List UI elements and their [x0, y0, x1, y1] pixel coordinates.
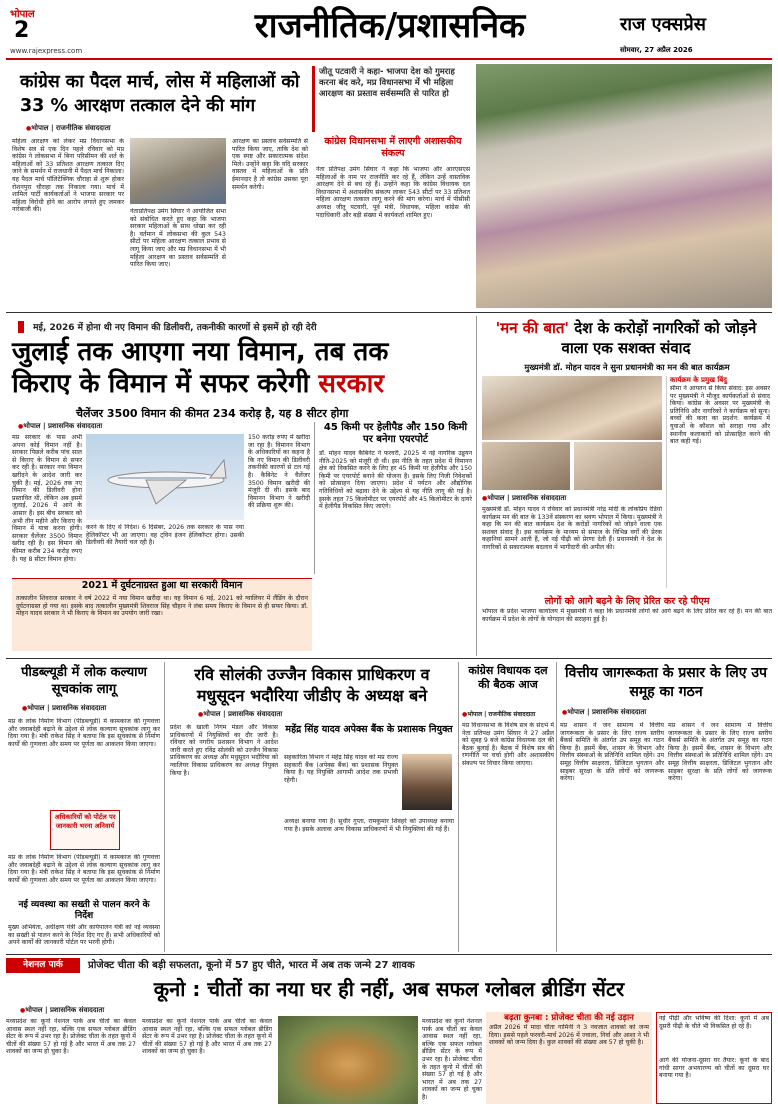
article-body: मप्र के लोक निर्माण विभाग (पीडब्ल्यूडी) में कामकाज की गुणवत्ता और जवाबदेही बढ़ाने के उद्देश्य से लोक कल्याण सूचकांक लागू कर दिया गया है। मंत्री राकेश सिंह ने बताया कि इस सूचकांक से निर्माण कार्यों की गुणवत्ता और समय पर पूर्णता का आकलन किया जाएगा। [8, 718, 160, 748]
website-link[interactable]: www.rajexpress.com [10, 47, 83, 55]
divider [6, 954, 772, 955]
headline-part: किराए के विमान में सफर करेगी [12, 369, 310, 399]
byline: ● भोपाल | प्रशासनिक संवाददाता [198, 710, 282, 719]
story-financial-awareness [560, 662, 772, 952]
side-note: नई पीढ़ी और भविष्य की दिशा: कूनो में अब दूसरी पीढ़ी के चीते भी विकसित हो रहे हैं। [659, 1015, 769, 1030]
story-kuno [6, 956, 772, 1106]
headline-highlight: सरकार [318, 369, 384, 399]
article-body: नेताप्रतिपक्ष उमंग सिंघार ने आयोजित सभा को संबोधित करते हुए कहा कि भाजपा सरकार महिलाओं के साथ धोखा कर रही है। वर्तमान में लोकसभा की कुल 543 सीटों पर महिला आरक्षण तत्काल प्रभाव से लागू किया जाए और मप्र विधानसभा में भी महिला आरक्षण का प्रस्ताव सर्वसम्मति से पारित किया जाए। [130, 208, 226, 269]
byline: ● भोपाल | प्रशासनिक संवाददाता [22, 704, 106, 713]
city-label: भोपाल [10, 9, 35, 20]
box-headline: 45 किमी पर हेलीपैड और 150 किमी पर बनेगा एयरपोर्ट [323, 422, 468, 445]
cheetah-photo [278, 1016, 418, 1104]
article-body: महिला आरक्षण को लेकर मप्र विधानसभा के विशेष सत्र से एक दिन पहले रविवार को मप्र कांग्रेस ने लोकसभा में बिना परिसीमन की शर्त के महिलाओं को 33 प्रतिशत आरक्षण तत्काल दिए जाने के समर्थन में राजधानी में पैदल मार्च निकाला। यह पैदल मार्च पॉलिटेक्निक चौराहा से शुरू होकर रोशनपुरा चौराहा तक निकाला गया। मार्च में शामिल पार्टी कार्यकर्ताओं ने भाजपा सरकार पर महिला विरोधी होने का आरोप लगाते हुए जमकर नारेबाजी की। [12, 138, 124, 214]
headline-highlight: 'मन की बात' [495, 319, 569, 337]
page-number: 2 [14, 18, 30, 43]
article-body: मध्यप्रदेश का कूनो नेशनल पार्क अब चीतों का केवल आवास स्थल नहीं रहा, बल्कि एक सफल ग्लोबल ब्रीडिंग सेंटर के रूप में उभर रहा है। प्रोजेक्ट चीता के तहत कूनो में चीतों की संख्या 57 हो गई है और भारत में अब तक 27 शावकों का जन्म हो चुका है। [142, 1018, 272, 1056]
kicker-marker [18, 321, 24, 333]
masthead [0, 0, 778, 60]
article-body: 150 करोड़ रुपए में खरीदा जा रहा है। विमानन विभाग के अधिकारियों का कहना है कि नए विमान की डिलीवरी तकनीकी कारणों से टल गई है। कैबिनेट ने चैलेंजर 3500 विमान खरीदी की मंजूरी दी थी। इसके बाद विमानन विभाग ने खरीदी की प्रक्रिया शुरू की। [248, 434, 310, 510]
divider [164, 662, 165, 952]
event-photo [482, 376, 662, 440]
byline: ● भोपाल | प्रशासनिक संवाददाता [562, 708, 646, 717]
kicker [6, 316, 474, 332]
article-body: भोपाल के प्रदेश भाजपा कार्यालय में मुख्यमंत्री ने कहा कि प्रधानमंत्री लोगों को आगे बढ़ने के लिए प्रेरित कर रहे हैं। मन की बात कार्यक्रम में प्रदेश के लोगों के योगदान की सराहना हुई है। [482, 608, 772, 623]
highlight-box [314, 422, 472, 574]
story-congress-meeting [462, 662, 554, 952]
aircraft-illustration [86, 434, 244, 520]
divider [476, 316, 477, 656]
rally-photo [476, 64, 772, 308]
box-headline: बढ़ता कुनबा : प्रोजेक्ट चीता की नई उड़ान [504, 1013, 634, 1023]
article-body: मप्र शासन ने जन सामान्य में वित्तीय जागरूकता के प्रसार के लिए राज्य स्तरीय बैंकर्स समिति के अंतर्गत उप समूह का गठन किया है। इसमें बैंक, शासन के विभाग और वित्तीय संस्थाओं के प्रतिनिधि शामिल रहेंगे। उप समूह वित्तीय साक्षरता, डिजिटल भुगतान और साइबर सुरक्षा के प्रति लोगों को जागरूक करेगा। [668, 722, 772, 783]
headline: कांग्रेस का पैदल मार्च, लोस में महिलाओं को 33 % आरक्षण तत्काल देने की मांग [20, 72, 300, 116]
quote-box [312, 66, 472, 132]
article-body: नेता प्रतिपक्ष उमंग सिंघार ने कहा कि भाजपा और आरएसएस महिलाओं के नाम पर राजनीति कर रहे हैं, लेकिन उन्हें वास्तविक आरक्षण देने से बच रहे हैं। उन्होंने कहा कि कांग्रेस विधायक दल विधानसभा में अशासकीय संकल्प लाकर 543 सीटों पर 33 प्रतिशत महिला आरक्षण तत्काल लागू करने की मांग करेगा। मार्च में पीसीसी अध्यक्ष जीतू पटवारी, पूर्व मंत्री, विधायक, महिला कांग्रेस की पदाधिकारी और बड़ी संख्या में कार्यकर्ता शामिल हुए। [316, 166, 470, 219]
side-body: सीमा ने आयतन से किया संवाद: इस अवसर पर मुख्यमंत्री ने मौजूद कार्यकर्ताओं से संवाद किया। कांग्रेस के अवसर पर मुख्यमंत्री के प्रतिनिधि और नागरिकों ने कार्यक्रम को सुना। बच्चों की कला का प्रदर्शन: कार्यक्रम में युवाओं के कौशल को सराहा गया और स्थानीय कलाकारों को प्रोत्साहित करने की बात कही गई। [670, 385, 770, 446]
section-title: राजनीतिक/प्रशासनिक [254, 6, 526, 46]
issue-date: सोमवार, 27 अप्रैल 2026 [620, 46, 693, 54]
kicker: प्रोजेक्ट चीता की बड़ी सफलता, कूनो में 57 हुए चीते, भारत में अब तक जन्मे 27 शावक [88, 960, 415, 971]
story-appointments [168, 662, 456, 952]
article-body: मध्यप्रदेश का कूनो नेशनल पार्क अब चीतों का केवल आवास स्थल नहीं रहा, बल्कि एक सफल ग्लोबल ब्रीडिंग सेंटर के रूप में उभर रहा है। प्रोजेक्ट चीता के तहत कूनो में चीतों की संख्या 57 हो गई है और भारत में अब तक 27 शावकों का जन्म हो चुका है। [422, 1018, 482, 1101]
article-body: मप्र के लोक निर्माण विभाग (पीडब्ल्यूडी) में कामकाज की गुणवत्ता और जवाबदेही बढ़ाने के उद्देश्य से लोक कल्याण सूचकांक लागू कर दिया गया है। मंत्री राकेश सिंह ने बताया कि इस सूचकांक से निर्माण कार्यों की गुणवत्ता और समय पर पूर्णता का आकलन किया जाएगा। [8, 854, 160, 884]
article-body: प्रदेश के खाली निगम मंडल और विकास प्राधिकरणों में नियुक्तियों का दौर जारी है। रविवार को नगरीय प्रशासन विभाग ने आदेश जारी करते हुए रविंद्र सोलंकी को उज्जैन विकास प्राधिकरण का अध्यक्ष और मधुसूदन भदौरिया को ग्वालियर विकास प्राधिकरण का अध्यक्ष नियुक्त किया है। [170, 724, 278, 777]
subheadline: चैलेंजर 3500 विमान की कीमत 234 करोड़ है, यह 8 सीटर होगा [76, 407, 349, 420]
brand-logo: राज एक्सप्रेस [620, 14, 706, 35]
byline: ● भोपाल | प्रशासनिक संवाददाता [20, 1006, 104, 1015]
story-mann-ki-baat [480, 314, 772, 656]
side-notes [656, 1012, 772, 1104]
headline: वित्तीय जागरूकता के प्रसार के लिए उप समूह का गठन [565, 665, 767, 700]
byline: ● भोपाल | प्रशासनिक संवाददाता [482, 494, 566, 503]
divider [6, 312, 772, 313]
box-body: तत्कालीन शिवराज सरकार ने वर्ष 2022 में नया विमान खरीदा था। यह विमान 6 मई, 2021 को ग्वालियर में लैंडिंग के दौरान दुर्घटनाग्रस्त हो गया था। इसके बाद तत्कालीन मुख्यमंत्री शिवराज सिंह चौहान ने लंबा समय किराए के विमान से ही सफर किया। डॉ. मोहन यादव सरकार ने भी किराए के विमान का उपयोग जारी रखा। [12, 593, 312, 651]
sub-heading: महेंद्र सिंह यादव अपेक्स बैंक के प्रशासक नियुक्त [285, 724, 453, 735]
subheadline: मुख्यमंत्री डॉ. मोहन यादव ने सुना प्रधानमंत्री का मन की बात कार्यक्रम [524, 362, 730, 372]
section-tag: नेशनल पार्क [6, 958, 80, 973]
divider [556, 662, 557, 952]
kicker-text: मई, 2026 में होना थी नए विमान की डिलीवरी, तकनीकी कारणों से इसमें हो रही देरी [33, 323, 317, 333]
side-panel [666, 376, 770, 588]
headline-part: देश के करोड़ों नागरिकों को जोड़ने वाला एक सशक्त संवाद [561, 319, 757, 357]
headline [480, 318, 772, 358]
article-body: मुख्यमंत्री डॉ. मोहन यादव ने रविवार को प्रधानमंत्री नरेंद्र मोदी के लोकप्रिय रेडियो कार्यक्रम मन की बात के 133वें संस्करण का श्रवण भोपाल में किया। मुख्यमंत्री ने कहा कि मन की बात कार्यक्रम देश के करोड़ों नागरिकों को जोड़ने वाला एक सशक्त संवाद है। इस कार्यक्रम के माध्यम से समाज के विभिन्न वर्गों की प्रेरक कहानियां सामने आती हैं, जो नई पीढ़ी को प्रेरणा देती हैं। प्रधानमंत्री ने देश के नागरिकों से सकारात्मक बदलाव में भागीदारी की अपील की। [482, 506, 662, 551]
headline: रवि सोलंकी उज्जैन विकास प्राधिकरण व मधुसूदन भदौरिया जीडीए के अध्यक्ष बने [194, 665, 430, 705]
article-body: आरक्षण का प्रस्ताव सर्वसम्मति से पारित किया जाए, ताकि देश को एक स्पष्ट और सकारात्मक संदेश मिले। उन्होंने कहा कि यदि सरकार वास्तव में महिलाओं के प्रति ईमानदार है तो कांग्रेस उसका पूरा समर्थन करेगी। [232, 138, 308, 191]
info-box: अधिकारियों को पोर्टल पर जानकारी भरना अनिवार्य [50, 810, 120, 850]
sub-heading: कांग्रेस विधानसभा में लाएगी अशासकीय संकल्प [324, 136, 462, 159]
march-photo [130, 138, 226, 204]
divider [6, 658, 772, 659]
headline: जुलाई तक आएगा नया विमान, तब तक [12, 337, 389, 367]
article-body: अध्यक्ष बनाया गया है। सुधीर गुप्ता, रामकुमार शिवहरे को उपाध्यक्ष बनाया गया है। इसके अलावा अन्य विकास प्राधिकरणों में भी नियुक्तियां की गई हैं। [284, 818, 454, 833]
article-body: मप्र सरकार के पास अभी अपना कोई विमान नहीं है। सरकार पिछले करीब पांच साल से किराए के विमान से सफर कर रही है। सरकार नया विमान खरीदने के आदेश जारी कर चुकी है। मई, 2026 तक नए विमान की डिलीवरी होना प्रस्तावित थी, लेकिन अब इसमें जुलाई, 2026 में आने के आसार हैं। इस बीच सरकार को अभी तीन महीने और किराए के विमान में यात्रा करना होगी। सरकार चैलेंजर 3500 विमान खरीद रही है। इस विमान की कीमत करीब 234 करोड़ रुपए है। यह 8 सीटर विमान होगा। [12, 434, 82, 563]
article-body: मप्र शासन ने जन सामान्य में वित्तीय जागरूकता के प्रसार के लिए राज्य स्तरीय बैंकर्स समिति के अंतर्गत उप समूह का गठन किया है। इसमें बैंक, शासन के विभाग और वित्तीय संस्थाओं के प्रतिनिधि शामिल रहेंगे। उप समूह वित्तीय साक्षरता, डिजिटल भुगतान और साइबर सुरक्षा के प्रति लोगों को जागरूक करेगा। [560, 722, 664, 783]
byline: ● भोपाल | राजनीतिक संवाददाता [462, 710, 535, 718]
sub-heading: नई व्यवस्था का सख्ती से पालन करने के निर्देश [18, 900, 150, 921]
box-body: डॉ. मोहन यादव कैबिनेट ने फरवरी, 2025 में नई नागरिक उड्डयन नीति-2025 को मंजूरी दी थी। इस नीति के तहत प्रदेश में विमानन क्षेत्र को विकसित करने के लिए हर 45 किमी पर हेलीपैड और 150 किमी पर एयरपोर्ट बनाने की योजना है। इसके लिए निजी निवेशकों को प्रोत्साहन दिया जाएगा। प्रदेश में पर्यटन और औद्योगिक गतिविधियों को बढ़ावा देने के उद्देश्य से यह नीति लागू की गई है। इसके तहत 75 किलोमीटर पर एयरपोर्ट और 45 किलोमीटर के दायरे में हेलीपैड विकसित किए जाएंगे। [319, 450, 472, 511]
headline: कूनो : चीतों का नया घर ही नहीं, अब सफल ग्लोबल ब्रीडिंग सेंटर [153, 977, 625, 1001]
quote-text: जीतू पटवारी ने कहा- भाजपा देश को गुमराह करना बंद करे, मप्र विधानसभा में भी महिला आरक्षण का प्रस्ताव सर्वसम्मति से पारित हो [319, 66, 455, 98]
accident-box [12, 578, 312, 652]
article-body: मप्र विधानसभा के विशेष सत्र के संदर्भ में नेता प्रतिपक्ष उमंग सिंघार ने 27 अप्रैल को सुबह 9 बजे कांग्रेस विधायक दल की बैठक बुलाई है। बैठक में विशेष सत्र की रणनीति पर चर्चा होगी और अशासकीय संकल्प पर विचार किया जाएगा। [462, 722, 554, 767]
divider [458, 662, 459, 952]
headline [12, 368, 472, 400]
header-rule [6, 58, 772, 60]
headline: पीडब्ल्यूडी में लोक कल्याण सूचकांक लागू [21, 665, 147, 697]
cheetah-box [486, 1012, 652, 1104]
box-headline: 2021 में दुर्घटनाग्रस्त हुआ था सरकारी विमान [12, 578, 312, 593]
byline: ● भोपाल | प्रशासनिक संवाददाता [18, 422, 102, 431]
audience-photo [482, 442, 570, 490]
article-body: मध्यप्रदेश का कूनो नेशनल पार्क अब चीतों का केवल आवास स्थल नहीं रहा, बल्कि एक सफल ग्लोबल ब्रीडिंग सेंटर के रूप में उभर रहा है। प्रोजेक्ट चीता के तहत कूनो में चीतों की संख्या 57 हो गई है और भारत में अब तक 27 शावकों का जन्म हो चुका है। [6, 1018, 136, 1056]
story-congress-march [6, 64, 772, 310]
article-body: सहकारिता विभाग ने महेंद्र सिंह यादव को मप्र राज्य सहकारी बैंक (अपेक्स बैंक) का प्रशासक नियुक्त किया है। यह नियुक्ति आगामी आदेश तक प्रभावी रहेगी। [284, 754, 398, 784]
quote-headline: लोगों को आगे बढ़ने के लिए प्रेरित कर रहे पीएम [544, 596, 710, 607]
byline: ● भोपाल | राजनीतिक संवाददाता [26, 124, 111, 133]
headline: कांग्रेस विधायक दल की बैठक आज [468, 664, 548, 691]
article-body: करने के दिए थे निर्देश। 6 दिसंबर, 2026 तक सरकार के पास नया हेलिकॉप्टर भी आ जाएगा। वह ट्विन इंजन हेलिकॉप्टर होगा। उसकी डिलीवरी की तैयारी चल रही है। [86, 524, 244, 547]
box-body: अप्रैल 2026 में मादा चीता गामिनी ने 3 नवजात शावकों को जन्म दिया। इससे पहले फरवरी-मार्च 2026 में ज्वाला, निर्वा और आशा ने भी शावकों को जन्म दिया है। कुल शावकों की संख्या अब 57 हो चुकी है। [489, 1024, 649, 1047]
story-aircraft [6, 314, 474, 656]
story-pwd [6, 662, 162, 952]
cm-photo [574, 442, 662, 490]
side-title: कार्यक्रम के प्रमुख बिंदु [670, 376, 727, 384]
aircraft-photo [86, 434, 244, 520]
portrait-photo [402, 754, 452, 810]
article-body: मुख्य अभियंता, अधीक्षण यंत्री और कार्यपालन यंत्री को नई व्यवस्था का सख्ती से पालन करने के निर्देश दिए गए हैं। सभी अधिकारियों को अपने कार्यों की जानकारी पोर्टल पर भरनी होगी। [8, 924, 160, 947]
side-note: आगे की योजना-दूसरा घर तैयार: कूनो के बाद गांधी सागर अभयारण्य को चीतों का दूसरा घर बनाया गया है। [659, 1057, 769, 1080]
